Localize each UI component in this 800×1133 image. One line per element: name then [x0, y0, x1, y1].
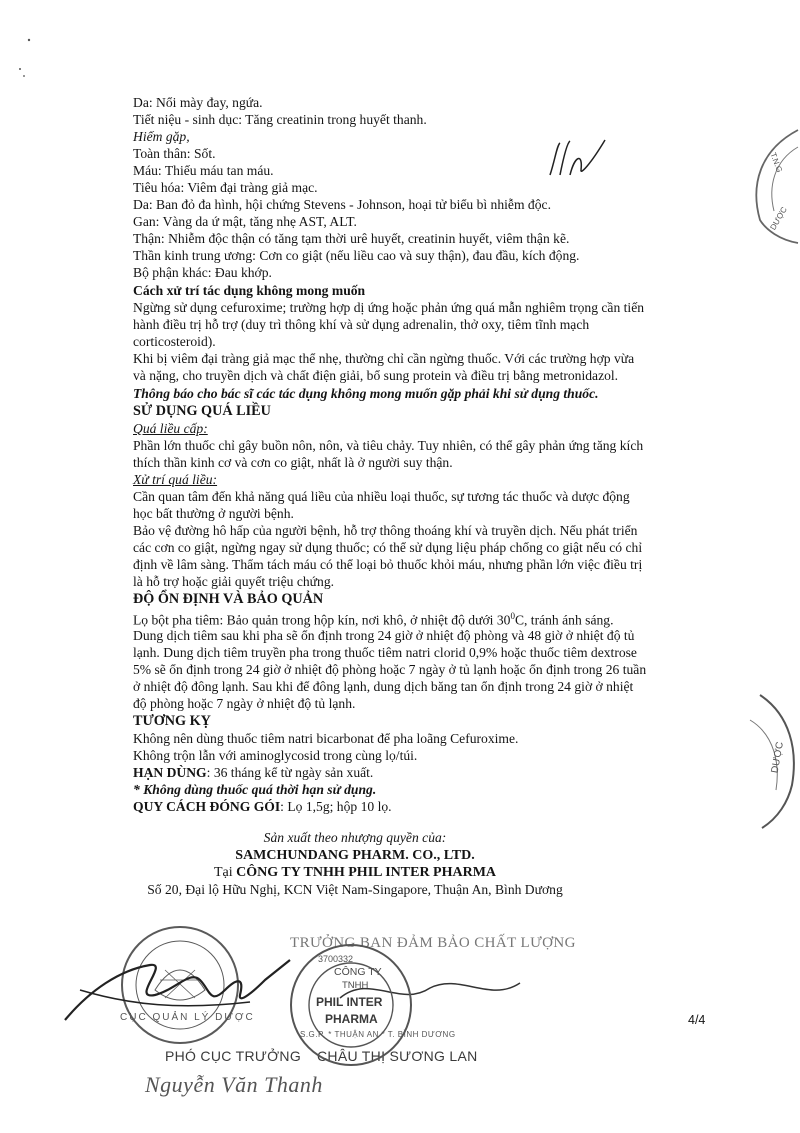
subheading: Hiếm gặp,: [133, 129, 190, 144]
storage-suffix: C, tránh ánh sáng.: [514, 612, 614, 628]
text-line: 5% sẽ ổn định trong 24 giờ ở nhiệt độ phòng hoặc 7 ngày ở tủ lạnh hoặc ổn định trong 26 tuần: [133, 662, 647, 677]
expiry-line: [133, 764, 373, 781]
edge-stamp-top-text: T.N.G: [768, 151, 784, 174]
text-line: là hỗ trợ hoặc giải quyết triệu chứng.: [133, 574, 335, 589]
under-license-text: Sản xuất theo nhượng quyền của:: [263, 830, 447, 845]
right-signer-title: TRƯỞNG BAN ĐẢM BẢO CHẤT LƯỢNG: [290, 935, 576, 951]
text-line: Thận: Nhiễm độc thận có tăng tạm thời urê huyết, creatinin huyết, viêm thận kẽ.: [133, 231, 570, 246]
text-line: Phần lớn thuốc chỉ gây buồn nôn, nôn, và tiêu chảy. Tuy nhiên, có thể gây phản ứng tăng kích: [133, 438, 644, 453]
left-signer-title: PHÓ CỤC TRƯỞNG: [165, 1048, 302, 1064]
subheading: Xử trí quá liều:: [133, 472, 218, 487]
edge-stamp-top-text: DƯỢC: [768, 205, 789, 232]
text-line: Khi bị viêm đại tràng giả mạc thể nhẹ, thường chỉ cần ngừng thuốc. Với các trường hợp vừa: [133, 351, 635, 366]
text-line: Thần kinh trung ương: Cơn co giật (nếu liều cao và suy thận), đau đầu, kích động.: [133, 248, 580, 263]
text-line: Bộ phận khác: Đau khớp.: [133, 265, 272, 280]
section-heading: Cách xử trí tác dụng không mong muốn: [133, 283, 366, 298]
initials-mark: [545, 135, 615, 185]
stamp-number: 3700332: [318, 954, 354, 964]
text-line: hành điều trị hỗ trợ (duy trì thông khí và sử dụng adrenalin, thở oxy, tiêm tĩnh mạch: [133, 317, 590, 332]
text-line: Tiết niệu - sinh dục: Tăng creatinin trong huyết thanh.: [133, 112, 427, 127]
text-line: định về lâm sàng. Thẩm tách máu có thể loại bỏ thuốc khỏi máu, nhưng phần lớn việc điều trị: [133, 557, 643, 572]
handwritten-signature-left: [60, 950, 300, 1040]
packing-label: QUY CÁCH ĐÓNG GÓI: [133, 799, 281, 814]
text-line: và nặng, cho truyền dịch và chất điện giải, bổ sung protein và điều trị bằng metronidazol.: [133, 368, 619, 383]
storage-prefix: Lọ bột pha tiêm: Bảo quản trong hộp kín, nơi khô, ở nhiệt độ dưới 30: [133, 612, 511, 628]
company-address: Số 20, Đại lộ Hữu Nghị, KCN Việt Nam-Singapore, Thuận An, Bình Dương: [147, 882, 563, 897]
section-heading: SỬ DỤNG QUÁ LIỀU: [133, 403, 271, 419]
stamp-line: PHIL INTER: [316, 995, 383, 1009]
text-line: các cơn co giật, ngừng ngay sử dụng thuốc; có thể sử dụng liệu pháp chống co giật nếu có chỉ: [133, 540, 643, 555]
text-line: Bảo vệ đường hô hấp của người bệnh, hỗ trợ thông thoáng khí và truyền dịch. Nếu phát triển: [133, 523, 638, 538]
text-line: Không trộn lẫn với aminoglycosid trong cùng lọ/túi.: [133, 748, 418, 763]
notice-line: Thông báo cho bác sĩ các tác dụng không mong muốn gặp phải khi sử dụng thuốc.: [133, 386, 599, 401]
company-name: CÔNG TY TNHH PHIL INTER PHARMA: [236, 865, 497, 880]
text-line: Cần quan tâm đến khả năng quá liều của nhiều loại thuốc, sự tương tác thuốc và dược động: [133, 489, 630, 504]
text-line: Dung dịch tiêm sau khi pha sẽ ổn định trong 24 giờ ở nhiệt độ phòng và 48 giờ ở nhiệt độ tủ: [133, 628, 635, 643]
text-line: corticosteroid).: [133, 334, 216, 349]
left-seal-ring-text: CỤC QUẢN LÝ DƯỢC: [120, 1012, 255, 1023]
expiry-label: HẠN DÙNG: [133, 765, 207, 780]
at-label: Tại: [213, 865, 237, 880]
right-signer-name: CHÂU THỊ SƯƠNG LAN: [317, 1048, 478, 1064]
section-heading: TƯƠNG KỴ: [133, 713, 211, 729]
expiry-warning: * Không dùng thuốc quá thời hạn sử dụng.: [133, 782, 377, 797]
scan-marks: [0, 20, 40, 120]
edge-stamp-bottom-text: DƯỢC: [769, 741, 786, 774]
text-line: Không nên dùng thuốc tiêm natri bicarbonat để pha loãng Cefuroxime.: [133, 731, 519, 746]
text-line: Da: Ban đỏ đa hình, hội chứng Stevens - Johnson, hoại tử biểu bì nhiễm độc.: [133, 197, 551, 212]
text-line: thích thần kinh cơ và cơn co giật, nhất là ở người suy thận.: [133, 455, 453, 470]
stamp-line: TNHH: [342, 980, 369, 991]
text-line: Máu: Thiếu máu tan máu.: [133, 163, 274, 178]
section-heading: ĐỘ ỔN ĐỊNH VÀ BẢO QUẢN: [133, 591, 324, 607]
text-line: Tiêu hóa: Viêm đại tràng giả mạc.: [133, 180, 318, 195]
packing-line: [133, 798, 392, 815]
stamp-line: PHARMA: [325, 1012, 378, 1026]
text-line: Da: Nổi mày đay, ngứa.: [133, 95, 263, 110]
subheading: Quá liều cấp:: [133, 421, 208, 436]
degree-superscript: 0: [510, 611, 515, 621]
text-line: độ phòng hoặc 7 ngày ở nhiệt độ tủ lạnh.: [133, 696, 356, 711]
licensor-name: SAMCHUNDANG PHARM. CO., LTD.: [235, 848, 475, 863]
text-line: học bất thường ở người bệnh.: [133, 506, 294, 521]
text-line: lạnh. Dung dịch tiêm truyền pha trong thuốc tiêm natri clorid 0,9% hoặc thuốc tiêm dextrose: [133, 645, 637, 660]
company-line: [0, 864, 800, 881]
stamp-ring-text: S.G.P. * THUẬN AN * T. BÌNH DƯƠNG: [300, 1030, 456, 1039]
text-line: Ngừng sử dụng cefuroxime; trường hợp dị ứng hoặc phản ứng quá mẫn nghiêm trọng cần tiến: [133, 300, 645, 315]
edge-stamp-bottom: [740, 690, 800, 830]
text-line: Gan: Vàng da ứ mật, tăng nhẹ AST, ALT.: [133, 214, 357, 229]
stamp-line: CÔNG TY: [334, 966, 382, 978]
packing-value: : Lọ 1,5g; hộp 10 lọ.: [280, 799, 392, 814]
expiry-value: : 36 tháng kể từ ngày sản xuất.: [206, 765, 374, 780]
left-signer-name: Nguyễn Văn Thanh: [145, 1072, 323, 1097]
page-number: 4/4: [688, 1013, 706, 1027]
storage-line: [133, 608, 613, 629]
text-line: Toàn thân: Sốt.: [133, 146, 216, 161]
text-line: ở nhiệt độ đông lạnh. Sau khi để đông lạnh, dung dịch băng tan ổn định trong 24 giờ ở nhiệt: [133, 679, 634, 694]
